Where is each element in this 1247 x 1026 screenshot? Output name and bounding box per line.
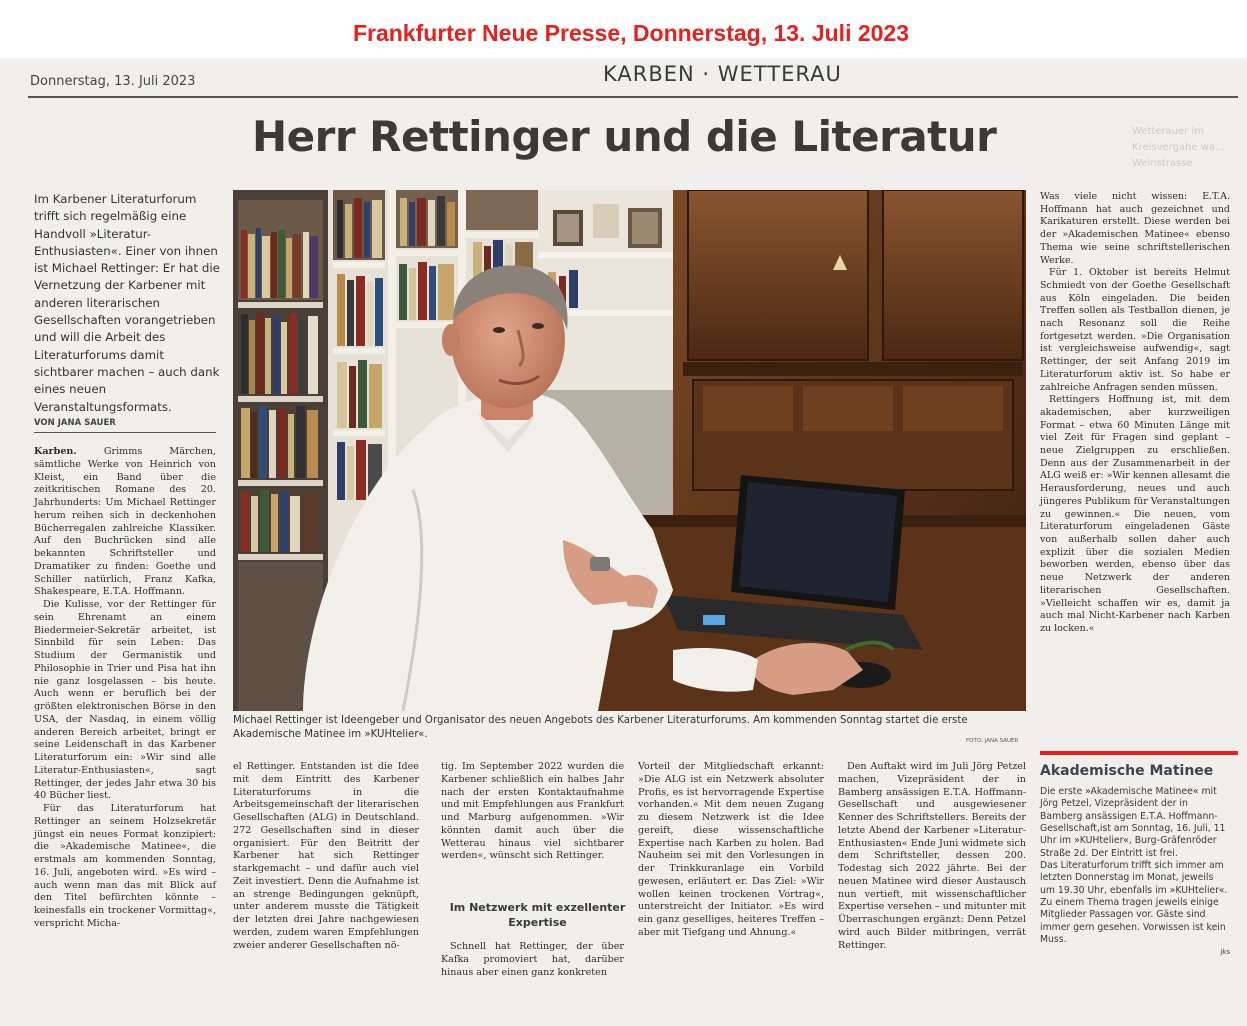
infobox-rule [1040, 751, 1238, 755]
col6-paragraph-3: Rettingers Hoffnung ist, mit dem akademischen, aber kurzweiligen Format – etwa 60 Minuten Länge mit viel Zeit für Fragen sind geplant – neue Zielgruppen zu erschließen. Denn aus der Zusammenarbeit in der ALG weiß er: »Wir kennen allesamt die Herausforderung, neues und auch jüngeres Publikum für Veranstaltungen zu gewinnen.« Die neuen, vom Literaturforum eingeladenen Gäste von außerhalb sollen daher auch explizit über die sozialen Medien beworben werden, ebenso über das neue Netzwerk der anderen literarischen Gesellschaften. »Vielleicht schaffen wir es, damit ja auch mal Nicht-Karbener nach Karben zu locken.« [1040, 394, 1230, 634]
byline: VON JANA SAUER [34, 418, 116, 428]
col1-paragraph-1: Grimms Märchen, sämtliche Werke von Heinrich von Kleist, ein Band über die zeitkritischen Romane des 20. Jahrhunderts: Um Michael Rettinger herum reihen sich in deckenhohen Bücherregalen zahlreiche Klassiker. Auf den Buchrücken sind alle bekannten Schriftsteller und Dramatiker zu finden: Goethe und Schiller natürlich, Franz Kafka, Shakespeare, E.T.A. Hoffmann. [34, 446, 216, 598]
source-line: Frankfurter Neue Presse, Donnerstag, 13. Juli 2023 [352, 20, 910, 46]
col1-paragraph-3: Für das Literaturforum hat Rettinger an seinem Holzsekretär jüngst ein neues Format konzipiert: die »Akademische Matinee«, die erstmals am kommenden Sonntag, 16. Juli, angeboten wird. »Es wird – auch wenn man das mit Blick auf den Titel befürchten könnte – keinesfalls ein trockener Vormittag«, verspricht Micha- [34, 803, 216, 929]
col6-paragraph-2: Für 1. Oktober ist bereits Helmut Schmiedt von der Goethe Gesellschaft aus Köln eingeladen. Die beiden Treffen sollen als Testballon dienen, je nach Resonanz soll die Reihe fortgesetzt werden. »Die Organisation ist vergleichsweise aufwendig«, sagt Rettinger, der seit Anfang 2019 im Literaturforum aktiv ist. So habe er zahlreiche Anfragen senden müssen. [1040, 267, 1230, 393]
col4-paragraph-1: Vorteil der Mitgliedschaft erkannt: »Die ALG ist ein Netzwerk absoluter Profis, es ist hervorragende Expertise vorhanden.« Mit dem neuen Zugang zu diesem Netzwerk ist die Idee gereift, diese wissenschaftliche Expertise nach Karben zu holen. Bad Nauheim sei mit den Vorlesungen in der Trinkkuranlage ein Vorbild gewesen, erläutert er. Das Ziel: »Wir wollen keinen trockenen Vortrag«, unterstreicht der Initiator. »Es wird ein ganz geselliges, heiteres Treffen – aber mit Tiefgang und Ahnung.« [638, 761, 824, 938]
subheading: Im Netzwerk mit exzellenter Expertise [449, 901, 626, 929]
header-rule [28, 96, 1238, 98]
article-column-6 [1040, 191, 1230, 636]
col3-paragraph-1: tig. Im September 2022 wurden die Karbener schließlich ein halbes Jahr nach der ersten Kontaktaufnahme und mit Empfehlungen aus Frankfurt und Marburg aufgenommen. »Wir könnten damit auch über die Wetterau hinaus viel sichtbarer werden«, wünscht sich Rettinger. [441, 761, 624, 862]
infobox [1040, 786, 1230, 959]
article-photo [233, 190, 1026, 711]
intro-text: Im Karbener Literaturforum trifft sich regelmäßig eine Handvoll »Literatur-Enthusiasten«. Einer von ihnen ist Michael Rettinger: Er hat die Vernetzung der Karbener mit anderen literarischen Gesellschaften vorangetrieben und will die Arbeit des Literaturforums damit sichtbarer machen – auch dank eines neuen Veranstaltungsformats. [34, 192, 220, 414]
article-column-5 [838, 761, 1026, 952]
headline: Herr Rettinger und die Literatur [252, 112, 997, 161]
infobox-paragraph-2: Das Literaturforum trifft sich immer am letzten Donnerstag im Monat, jeweils um 19.30 Uhr, ebenfalls im »KUHtelier«. Zu einem Thema tragen jeweils einige Mitglieder Passagen vor. Gäste sind immer gern gesehen. Vorwissen ist kein Muss. [1040, 860, 1228, 946]
article-column-4 [638, 761, 824, 940]
source-banner [0, 0, 1247, 58]
photo-credit: FOTO: JANA SAUER [966, 738, 1019, 744]
photo-man-at-desk [233, 190, 1026, 711]
col5-paragraph-1: Den Auftakt wird im Juli Jörg Petzel machen, Vizepräsident der in Bamberg ansässigen E.T.A. Hoffmann-Gesellschaft und ausgewiesener Kenner des Schriftstellers. Bereits der letzte Abend der Karbener »Literatur-Enthusiasten« Ende Juni widmete sich dem Schriftsteller, dessen 200. Todestag sich 2022 jährte. Bei der neuen Matinee wird dieser Austausch nun vertieft, mit wissenschaftlicher Expertise versehen – und mitunter mit Überraschungen ergänzt: Denn Petzel wird auch Bilder mitbringen, verrät Rettinger. [838, 761, 1026, 951]
dateline: Karben. [34, 446, 77, 457]
col6-paragraph-1: Was viele nicht wissen: E.T.A. Hoffmann hat auch gezeichnet und Karikaturen erstellt. Diese werden bei der »Akademischen Matinee« ebenso Thema wie seine schriftstellerischen Werke. [1040, 191, 1230, 266]
article-column-1 [34, 446, 216, 931]
author-tag: jks [1220, 948, 1230, 957]
col3-paragraph-2: Schnell hat Rettinger, der über Kafka promoviert hat, darüber hinaus aber einen ganz konkreten [441, 941, 624, 978]
header-section: KARBEN · WETTERAU [603, 62, 842, 86]
infobox-paragraph-1: Die erste »Akademische Matinee« mit Jörg Petzel, Vizepräsident der in Bamberg ansässigen E.T.A. Hoffmann-Gesellschaft,ist am Sonntag, 16. Juli, 11 Uhr im »KUHtelier«, Burg-Gräfenröder Straße 2d. Der Eintritt ist frei. [1040, 786, 1226, 859]
article-column-2 [233, 761, 419, 952]
article-column-3-continued [441, 941, 624, 979]
bleed-through-text: Wetterauer im Kreisvergabe wa... Weinstrasse [1132, 126, 1225, 169]
col1-paragraph-2: Die Kulisse, vor der Rettinger für sein Ehrenamt an einem Biedermeier-Sekretär arbeitet, ist Sinnbild für sein Leben: Das Studium der Germanistik und Philosophie in Trier und Pisa hat ihn nie ganz losgelassen – bis heute. Auch wenn er beruflich bei der größten elektronischen Börse in den USA, der Nasdaq, in einem völlig anderen Bereich arbeitet, bringt er seine Leidenschaft in das Karbener Literaturforum ein: »Wir sind alle Literatur-Enthusiasten«, sagt Rettinger, der jedes Jahr etwa 30 bis 40 Bücher liest. [34, 599, 216, 802]
header-date: Donnerstag, 13. Juli 2023 [30, 74, 196, 89]
infobox-title: Akademische Matinee [1040, 763, 1214, 779]
article-column-3 [441, 761, 624, 863]
col2-paragraph-1: el Rettinger. Entstanden ist die Idee mit dem Eintritt des Karbener Literaturforums in die Arbeitsgemeinschaft der literarischen Gesellschaften (ALG) in Deutschland. 272 Gesellschaften sind in dieser organisiert. Für den Beitritt der Karbener hat sich Rettinger starkgemacht – und dafür auch viel Zeit investiert. Denn die Aufnahme ist an strenge Bedingungen geknüpft, unter anderem musste die Tätigkeit der letzten drei Jahre nachgewiesen werden, zudem waren Empfehlungen zweier anderer Gesellschaften nö- [233, 761, 419, 951]
photo-caption: Michael Rettinger ist Ideengeber und Organisator des neuen Angebots des Karbener Literaturforums. Am kommenden Sonntag startet die erste Akademische Matinee im »KUHtelier«. [233, 715, 968, 740]
byline-rule [34, 432, 216, 433]
